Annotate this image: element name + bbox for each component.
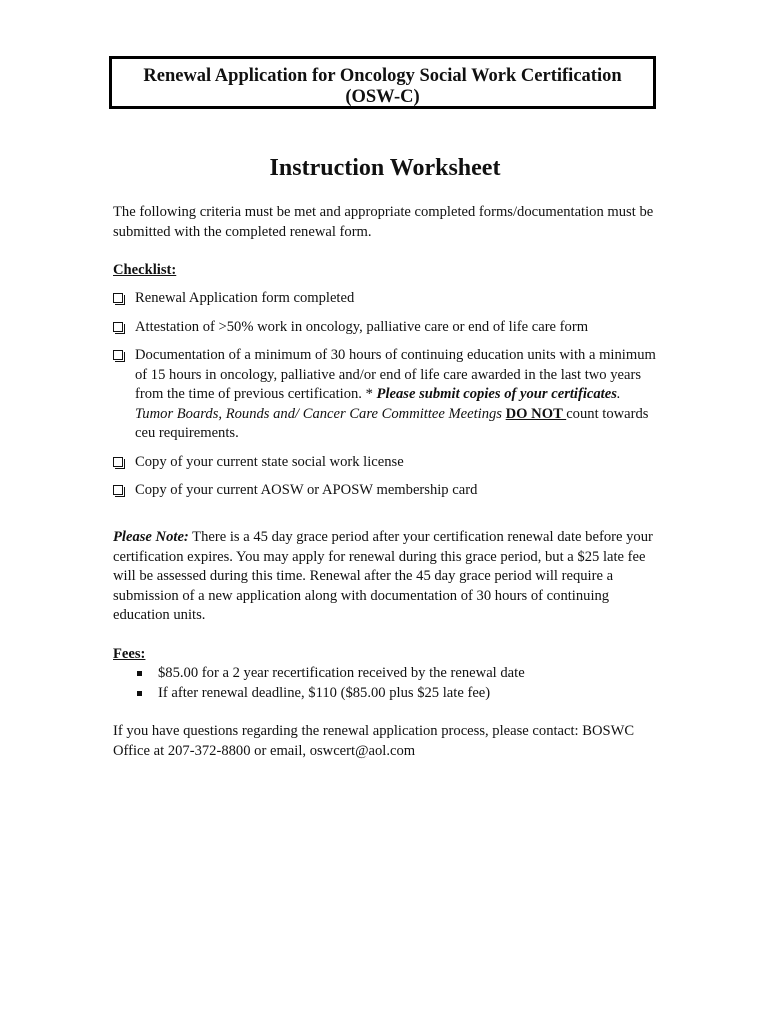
checkbox-icon	[113, 293, 123, 303]
checklist-item-text: count towards ceu requirements.	[135, 405, 649, 441]
checklist-item	[113, 346, 658, 444]
checklist-item-text: . Tumor Boards, Rounds and/ Cancer Care Committee Meetings	[135, 386, 621, 422]
checkbox-icon	[113, 322, 123, 332]
checklist-item	[113, 318, 658, 338]
note-text: There is a 45 day grace period after your certification renewal date before your certification expires. You may apply for renewal during this grace period, but a $25 late fee will be assessed during this time. Renewal after the 45 day grace period will require a submission of a new application along with documentation of 30 hours of continuing education units.	[113, 529, 653, 623]
checklist-item-text: Documentation of a minimum of 30 hours of continuing education units with a minimum of 15 hours in oncology, palliative and/or end of life care awarded in the last two years from the time of previous certification. *	[135, 347, 656, 402]
note-label: Please Note:	[113, 529, 189, 545]
checklist-label: Checklist:	[113, 262, 177, 278]
title-line-1: Renewal Application for Oncology Social Work Certification	[143, 66, 622, 86]
square-bullet-icon	[137, 671, 142, 676]
checklist	[113, 289, 658, 501]
do-not-emphasis: DO NOT	[505, 405, 567, 422]
fee-item-text: If after renewal deadline, $110 ($85.00 plus $25 late fee)	[158, 684, 491, 701]
checklist-item-text: Copy of your current AOSW or APOSW membership card	[135, 482, 478, 498]
checklist-item-text: Copy of your current state social work license	[135, 453, 404, 470]
checklist-item	[113, 453, 658, 473]
checklist-item-text: Renewal Application form completed	[135, 290, 355, 306]
fee-item	[113, 664, 658, 684]
title-line-2: (OSW-C)	[345, 87, 420, 107]
checklist-item	[113, 481, 658, 501]
fee-item-text: $85.00 for a 2 year recertification received by the renewal date	[158, 665, 525, 681]
checklist-item-text: Attestation of >50% work in oncology, palliative care or end of life care form	[135, 318, 589, 335]
square-bullet-icon	[137, 691, 142, 696]
intro-paragraph: The following criteria must be met and appropriate completed forms/documentation must be submitted with the completed renewal form.	[113, 204, 654, 240]
note-paragraph	[113, 528, 658, 626]
fees-list	[113, 664, 658, 703]
title-box	[109, 56, 656, 109]
checkbox-icon	[113, 350, 123, 360]
page-heading: Instruction Worksheet	[269, 155, 501, 181]
checkbox-icon	[113, 485, 123, 495]
contact-paragraph: If you have questions regarding the renewal application process, please contact: BOSWC Office at 207-372-8800 or email, oswcert@aol.com	[113, 723, 635, 759]
submit-copies-emphasis: Please submit copies of your certificates	[376, 386, 617, 402]
checklist-item	[113, 289, 658, 309]
checkbox-icon	[113, 457, 123, 467]
fees-label: Fees:	[113, 646, 146, 662]
fee-item	[113, 684, 658, 704]
